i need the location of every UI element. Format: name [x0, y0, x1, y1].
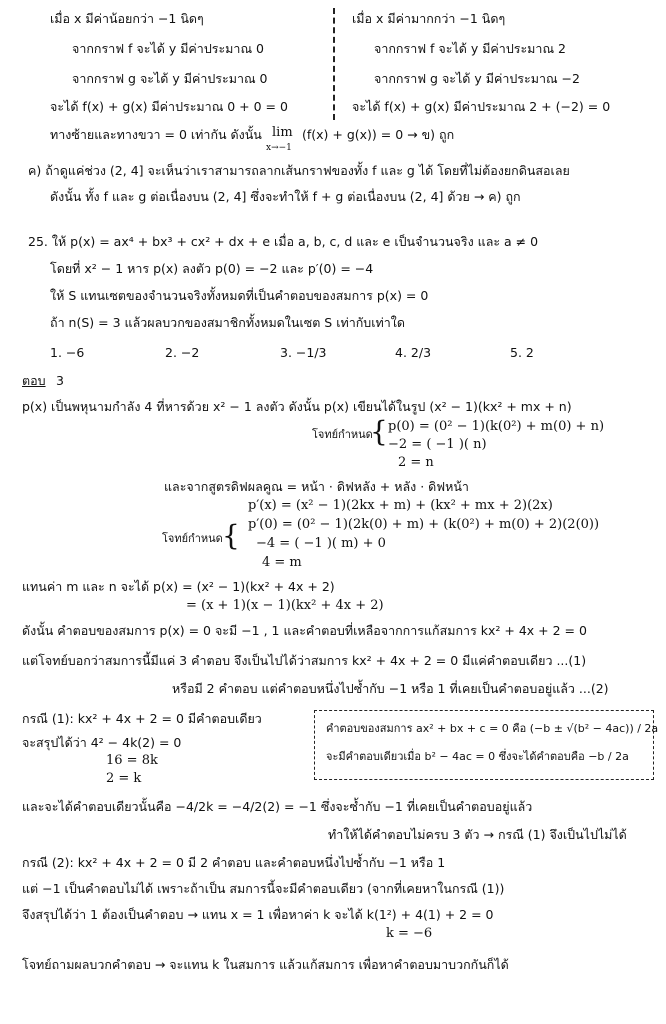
substitute-line-2: = (x + 1)(x − 1)(kx² + 4x + 2): [186, 598, 384, 613]
answer-value: 3: [56, 373, 64, 388]
right-col-line-1: เมื่อ x มีค่ามากกว่า −1 นิดๆ: [352, 11, 506, 26]
case-intro-2: หรือมี 2 คำตอบ แต่คำตอบหนึ่งไปซ้ำกับ −1 หรือ 1 ที่เคยเป็นคำตอบอยู่แล้ว ...(2): [172, 681, 609, 696]
brace-1: {: [370, 415, 388, 448]
choice-1: 1. −6: [50, 345, 85, 360]
right-col-line-3: จากกราฟ g จะได้ y มีค่าประมาณ −2: [374, 71, 580, 86]
question-25-line-3: ให้ S แทนเซตของจำนวนจริงทั้งหมดที่เป็นคำตอบของสมการ p(x) = 0: [50, 288, 429, 303]
limit-line-text: ทางซ้ายและทางขวา = 0 เท่ากัน ดังนั้น: [50, 127, 262, 142]
limit-expression: (f(x) + g(x)) = 0 → ข) ถูก: [302, 127, 455, 142]
answer-label: ตอบ: [22, 373, 46, 388]
case-2-line-2: จึงสรุปได้ว่า 1 ต้องเป็นคำตอบ → แทน x = 1 เพื่อหาค่า k จะได้ k(1²) + 4(1) + 2 = 0: [22, 907, 494, 922]
question-25-line-4: ถ้า n(S) = 3 แล้วผลบวกของสมาชิกทั้งหมดในเซต S เท่ากับเท่าใด: [50, 315, 405, 330]
choice-5: 5. 2: [510, 345, 534, 360]
eq-pprime-value: −4 = ( −1 )( m) + 0: [256, 536, 386, 551]
case-2-line-3: k = −6: [386, 926, 433, 941]
part-c-line-1: ค) ถ้าดูแค่ช่วง (2, 4] จะเห็นว่าเราสามารถลากเส้นกราฟของทั้ง f และ g ได้ โดยที่ไม่ต้องยกดินสอเลย: [28, 163, 570, 178]
formula-box-line-1: คำตอบของสมการ ax² + bx + c = 0 คือ (−b ± √(b² − 4ac)) / 2a: [326, 722, 659, 735]
roots-line: ดังนั้น คำตอบของสมการ p(x) = 0 จะมี −1 , 1 และคำตอบที่เหลือจากการแก้สมการ kx² + 4x + 2 = 0: [22, 623, 587, 638]
right-col-line-2: จากกราฟ f จะได้ y มีค่าประมาณ 2: [374, 41, 566, 56]
case-intro-1: แต่โจทย์บอกว่าสมการนี้มีแค่ 3 คำตอบ จึงเป็นไปได้ว่าสมการ kx² + 4x + 2 = 0 มีแค่คำตอบเดียว ...(1): [22, 653, 587, 668]
case-1-eq-1: จะสรุปได้ว่า 4² − 4k(2) = 0: [22, 735, 182, 750]
part-c-line-2: ดังนั้น ทั้ง f และ g ต่อเนื่องบน (2, 4] ซึ่งจะทำให้ f + g ต่อเนื่องบน (2, 4] ด้วย → ค) ถูก: [50, 189, 521, 204]
eq-p0-value: −2 = ( −1 )( n): [388, 437, 487, 452]
eq-pprime-x: p′(x) = (x² − 1)(2kx + m) + (kx² + mx + 2)(2x): [248, 498, 553, 513]
case-1-conclusion-1: และจะได้คำตอบเดียวนั้นคือ −4/2k = −4/2(2) = −1 ซึ่งจะซ้ำกับ −1 ที่เคยเป็นคำตอบอยู่แล้ว: [22, 799, 533, 814]
substitute-line-1: แทนค่า m และ n จะได้ p(x) = (x² − 1)(kx² + 4x + 2): [22, 579, 335, 594]
choice-4: 4. 2/3: [395, 345, 432, 360]
eq-p0: p(0) = (0² − 1)(k(0²) + m(0) + n): [388, 419, 605, 434]
brace-2: {: [222, 519, 240, 552]
question-25-line-2: โดยที่ x² − 1 หาร p(x) ลงตัว p(0) = −2 และ p′(0) = −4: [50, 261, 374, 276]
given-label-1: โจทย์กำหนด: [312, 428, 373, 441]
case-1-eq-3: 2 = k: [106, 771, 142, 786]
choice-2: 2. −2: [165, 345, 200, 360]
case-1-eq-2: 16 = 8k: [106, 753, 158, 768]
right-col-line-4: จะได้ f(x) + g(x) มีค่าประมาณ 2 + (−2) = 0: [352, 99, 611, 114]
eq-n: 2 = n: [398, 455, 434, 470]
formula-box-line-2: จะมีคำตอบเดียวเมื่อ b² − 4ac = 0 ซึ่งจะได้คำตอบคือ −b / 2a: [326, 750, 629, 763]
left-col-line-4: จะได้ f(x) + g(x) มีค่าประมาณ 0 + 0 = 0: [50, 99, 288, 114]
given-label-2: โจทย์กำหนด: [162, 532, 223, 545]
case-2-line-1: แต่ −1 เป็นคำตอบไม่ได้ เพราะถ้าเป็น สมการนี้จะมีคำตอบเดียว (จากที่เคยหาในกรณี (1)): [22, 881, 505, 896]
choice-3: 3. −1/3: [280, 345, 327, 360]
limit-subscript: x→−1: [266, 143, 292, 153]
case-1-conclusion-2: ทำให้ได้คำตอบไม่ครบ 3 ตัว → กรณี (1) จึงเป็นไปไม่ได้: [328, 827, 627, 842]
eq-pprime-0: p′(0) = (0² − 1)(2k(0) + m) + (k(0²) + m(0) + 2)(2(0)): [248, 517, 600, 532]
column-divider: [333, 8, 335, 120]
product-rule-line: และจากสูตรดิฟผลคูณ = หน้า · ดิฟหลัง + หลัง · ดิฟหน้า: [164, 479, 469, 494]
final-line: โจทย์ถามผลบวกคำตอบ → จะแทน k ในสมการ แล้วแก้สมการ เพื่อหาคำตอบมาบวกกันก็ได้: [22, 957, 509, 972]
case-1-title: กรณี (1): kx² + 4x + 2 = 0 มีคำตอบเดียว: [22, 711, 262, 726]
case-2-title: กรณี (2): kx² + 4x + 2 = 0 มี 2 คำตอบ และคำตอบหนึ่งไปซ้ำกับ −1 หรือ 1: [22, 855, 446, 870]
left-col-line-1: เมื่อ x มีค่าน้อยกว่า −1 นิดๆ: [50, 11, 204, 26]
question-25-line-1: 25. ให้ p(x) = ax⁴ + bx³ + cx² + dx + e เมื่อ a, b, c, d และ e เป็นจำนวนจริง และ a ≠ 0: [28, 234, 539, 249]
limit-symbol: lim: [272, 125, 293, 140]
left-col-line-2: จากกราฟ f จะได้ y มีค่าประมาณ 0: [72, 41, 264, 56]
left-col-line-3: จากกราฟ g จะได้ y มีค่าประมาณ 0: [72, 71, 268, 86]
solution-line-1: p(x) เป็นพหุนามกำลัง 4 ที่หารด้วย x² − 1 ลงตัว ดังนั้น p(x) เขียนได้ในรูป (x² − 1)(kx² + mx + n): [22, 399, 572, 414]
eq-m: 4 = m: [262, 555, 302, 570]
